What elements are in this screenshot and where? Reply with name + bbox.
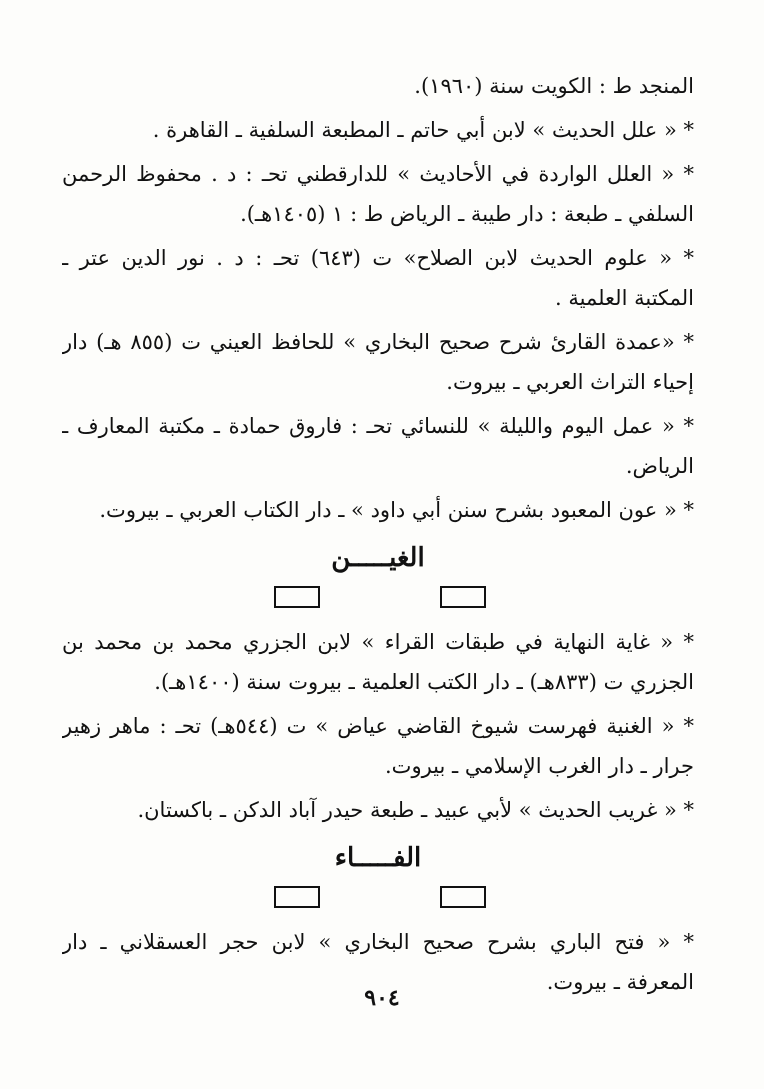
entries-top bbox=[62, 66, 694, 530]
entry-line: الرياض. bbox=[625, 454, 694, 478]
decorative-box bbox=[440, 586, 486, 608]
bibliography-entry bbox=[62, 706, 694, 786]
entry-line: جرار ـ دار الغرب الإسلامي ـ بيروت. bbox=[385, 754, 694, 778]
section-title: الغيـــــن bbox=[331, 543, 425, 573]
bibliography-page bbox=[62, 66, 694, 1002]
section-title: الفـــــاء bbox=[334, 843, 422, 873]
bibliography-entry bbox=[62, 238, 694, 318]
entry-line: المكتبة العلمية . bbox=[555, 286, 694, 310]
bibliography-entry bbox=[62, 154, 694, 234]
entry-line: * « العلل الواردة في الأحاديث » للدارقطني تحـ : د . محفوظ الرحمن bbox=[62, 162, 694, 186]
entry-line: إحياء التراث العربي ـ بيروت. bbox=[446, 370, 694, 394]
bibliography-entry bbox=[62, 66, 694, 106]
bibliography-entry bbox=[62, 406, 694, 486]
entry-line: * « عمل اليوم والليلة » للنسائي تحـ : فاروق حمادة ـ مكتبة المعارف ـ bbox=[62, 414, 694, 438]
bibliography-entry bbox=[62, 490, 694, 530]
entry-line: الجزري ت (٨٣٣هـ) ـ دار الكتب العلمية ـ بيروت سنة (١٤٠٠هـ). bbox=[154, 670, 694, 694]
bibliography-entry bbox=[62, 110, 694, 150]
entries-ghain bbox=[62, 622, 694, 830]
entry-line: * « عون المعبود بشرح سنن أبي داود » ـ دار الكتاب العربي ـ بيروت. bbox=[99, 498, 694, 522]
entry-line: * « فتح الباري بشرح صحيح البخاري » لابن حجر العسقلاني ـ دار bbox=[62, 930, 694, 954]
bibliography-entry bbox=[62, 790, 694, 830]
entry-line: * « غريب الحديث » لأبي عبيد ـ طبعة حيدر آباد الدكن ـ باكستان. bbox=[137, 798, 694, 822]
bibliography-entry bbox=[62, 322, 694, 402]
entry-line: المعرفة ـ بيروت. bbox=[546, 970, 694, 994]
decorative-box bbox=[440, 886, 486, 908]
entry-line: * « علوم الحديث لابن الصلاح» ت (٦٤٣) تحـ : د . نور الدين عتر ـ bbox=[62, 246, 694, 270]
page-number: ٩٠٤ bbox=[364, 985, 400, 1011]
bibliography-entry bbox=[62, 622, 694, 702]
entry-line: المنجد ط : الكويت سنة (١٩٦٠). bbox=[414, 74, 694, 98]
section-heading-fa bbox=[62, 838, 694, 916]
entry-line: * « الغنية فهرست شيوخ القاضي عياض » ت (٥٤٤هـ) تحـ : ماهر زهير bbox=[62, 714, 694, 738]
entry-line: * « غاية النهاية في طبقات القراء » لابن الجزري محمد بن محمد بن bbox=[62, 630, 694, 654]
entry-line: السلفي ـ طبعة : دار طيبة ـ الرياض ط : ١ (١٤٠٥هـ). bbox=[240, 202, 694, 226]
decorative-box bbox=[274, 886, 320, 908]
entry-line: * «عمدة القارئ شرح صحيح البخاري » للحافظ العيني ت (٨٥٥ هـ) دار bbox=[62, 330, 694, 354]
section-heading-ghain bbox=[62, 538, 694, 616]
entry-line: * « علل الحديث » لابن أبي حاتم ـ المطبعة السلفية ـ القاهرة . bbox=[152, 118, 694, 142]
decorative-box bbox=[274, 586, 320, 608]
